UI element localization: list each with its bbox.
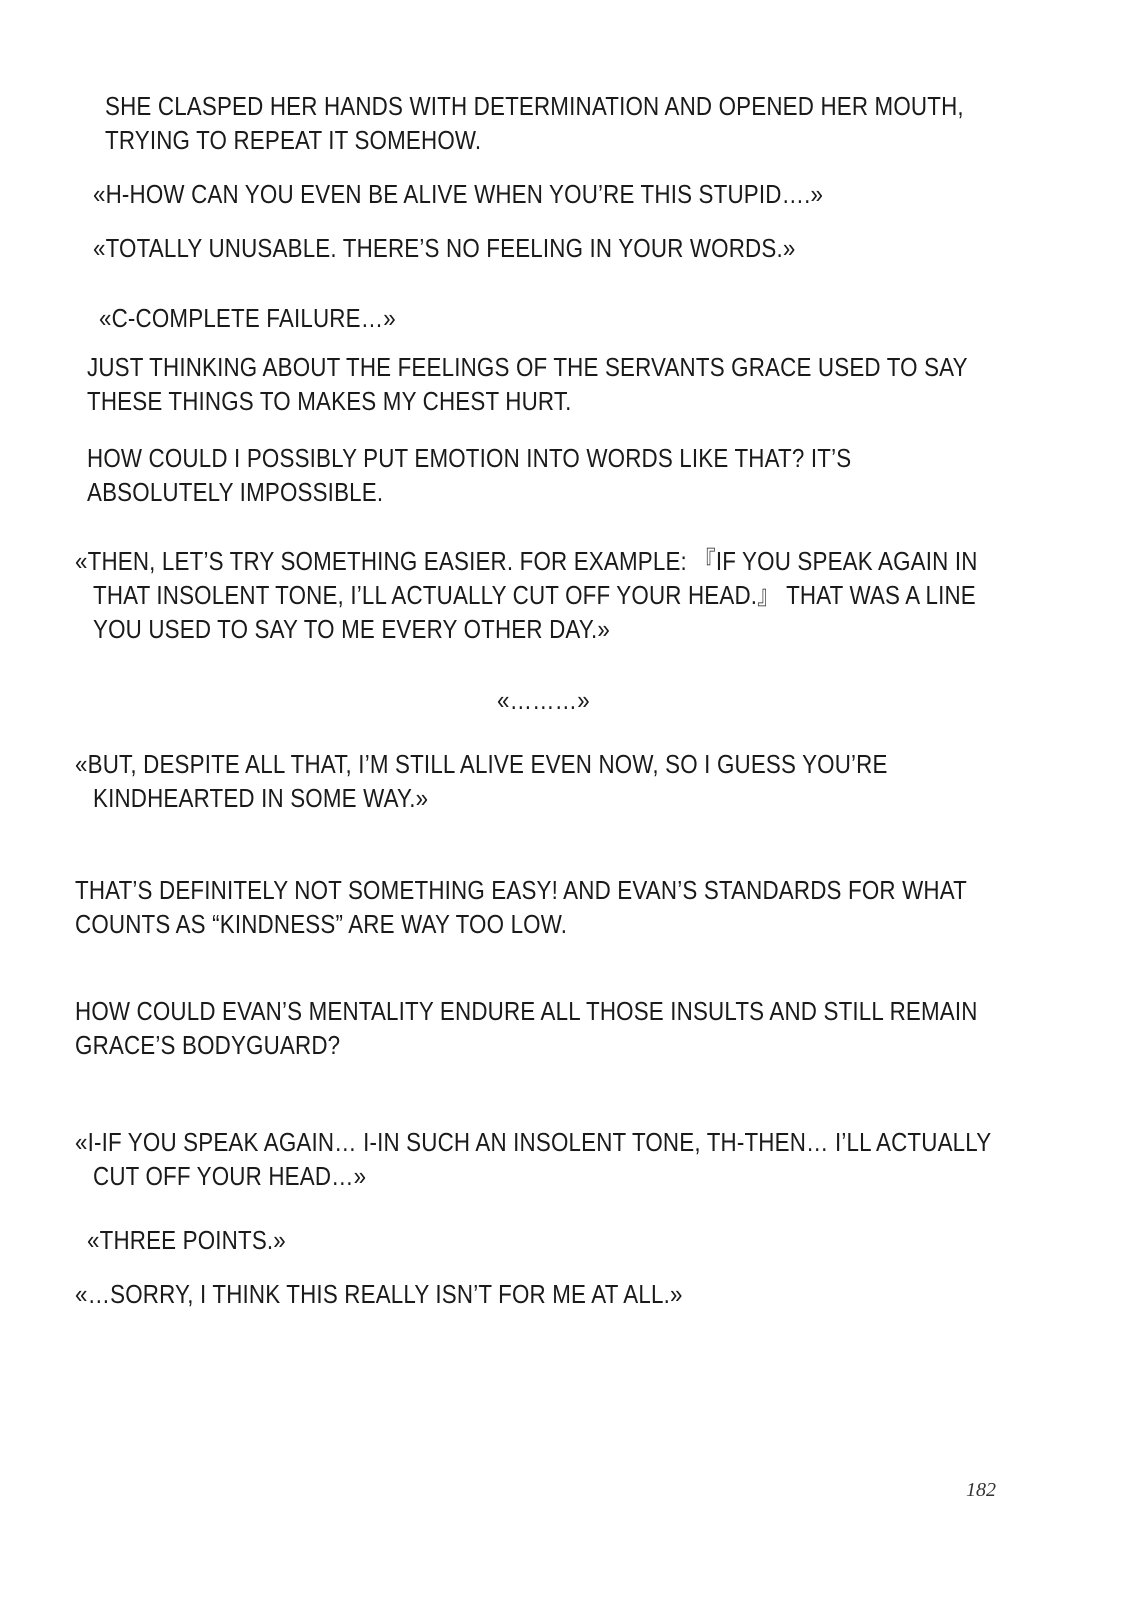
text-line: JUST THINKING ABOUT THE FEELINGS OF THE SERVANTS GRACE USED TO SAY bbox=[87, 352, 968, 382]
text-line: COUNTS AS “KINDNESS” ARE WAY TOO LOW. bbox=[75, 909, 568, 939]
dialogue-line: CUT OFF YOUR HEAD…» bbox=[93, 1161, 367, 1191]
text-line: HOW COULD I POSSIBLY PUT EMOTION INTO WORDS LIKE THAT? IT’S bbox=[87, 443, 852, 473]
text-line: ABSOLUTELY IMPOSSIBLE. bbox=[87, 477, 384, 507]
dialogue-line: YOU USED TO SAY TO ME EVERY OTHER DAY.» bbox=[93, 614, 611, 644]
dialogue-line: «…SORRY, I THINK THIS REALLY ISN’T FOR ME AT ALL.» bbox=[75, 1279, 683, 1309]
dialogue-line: «………» bbox=[497, 685, 590, 715]
dialogue-line: KINDHEARTED IN SOME WAY.» bbox=[93, 783, 429, 813]
text-line: GRACE’S BODYGUARD? bbox=[75, 1030, 341, 1060]
dialogue-line: «C-COMPLETE FAILURE…» bbox=[99, 303, 396, 333]
text-line: SHE CLASPED HER HANDS WITH DETERMINATION AND OPENED HER MOUTH, bbox=[105, 91, 964, 121]
text-line: THAT’S DEFINITELY NOT SOMETHING EASY! AND EVAN’S STANDARDS FOR WHAT bbox=[75, 875, 967, 905]
text-line: TRYING TO REPEAT IT SOMEHOW. bbox=[105, 125, 482, 155]
dialogue-line: «I-IF YOU SPEAK AGAIN… I-IN SUCH AN INSOLENT TONE, TH-THEN… I’LL ACTUALLY bbox=[75, 1127, 992, 1157]
dialogue-line: «THEN, LET’S TRY SOMETHING EASIER. FOR EXAMPLE: 『IF YOU SPEAK AGAIN IN bbox=[75, 546, 978, 576]
page-number: 182 bbox=[966, 1479, 996, 1501]
dialogue-line: THAT INSOLENT TONE, I’LL ACTUALLY CUT OFF YOUR HEAD.』 THAT WAS A LINE bbox=[93, 580, 976, 610]
dialogue-line: «BUT, DESPITE ALL THAT, I’M STILL ALIVE EVEN NOW, SO I GUESS YOU’RE bbox=[75, 749, 888, 779]
dialogue-line: «H-HOW CAN YOU EVEN BE ALIVE WHEN YOU’RE THIS STUPID….» bbox=[93, 179, 824, 209]
dialogue-line: «TOTALLY UNUSABLE. THERE’S NO FEELING IN YOUR WORDS.» bbox=[93, 233, 796, 263]
text-line: HOW COULD EVAN’S MENTALITY ENDURE ALL THOSE INSULTS AND STILL REMAIN bbox=[75, 996, 978, 1026]
dialogue-line: «THREE POINTS.» bbox=[87, 1225, 286, 1255]
text-line: THESE THINGS TO MAKES MY CHEST HURT. bbox=[87, 386, 572, 416]
